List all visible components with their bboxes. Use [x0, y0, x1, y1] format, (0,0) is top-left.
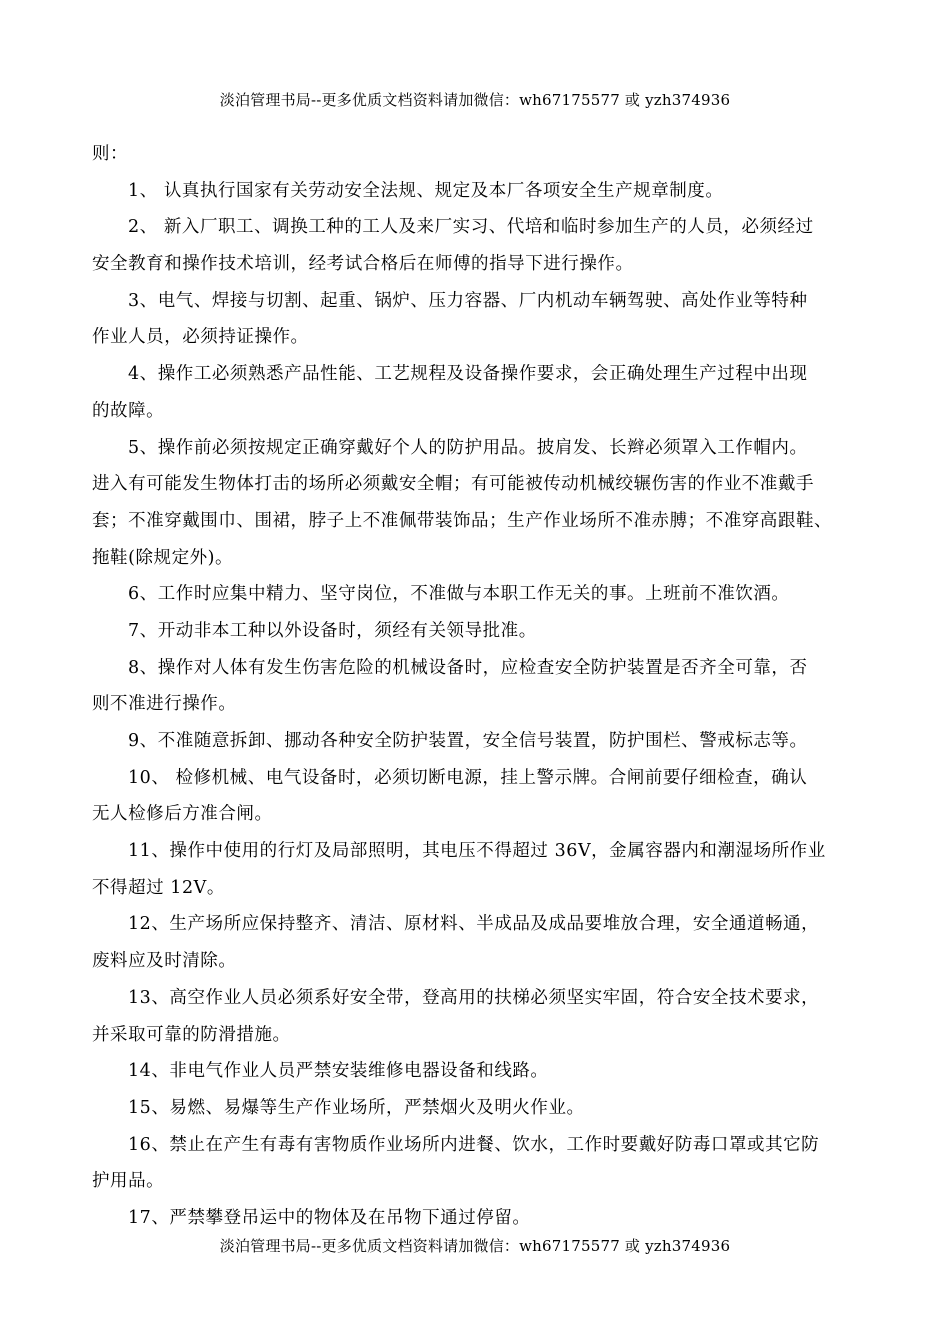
- rule-item-8: 8、操作对人体有发生伤害危险的机械设备时，应检查安全防护装置是否齐全可靠，否: [128, 657, 808, 678]
- text-line: 则：: [92, 144, 129, 164]
- rule-item-13: 13、高空作业人员必须系好安全带，登高用的扶梯必须坚实牢固，符合安全技术要求，: [128, 987, 820, 1008]
- rule-item-16: 16、禁止在产生有毒有害物质作业场所内进餐、饮水，工作时要戴好防毒口罩或其它防: [128, 1134, 820, 1155]
- rule-item-6: 6、工作时应集中精力、坚守岗位，不准做与本职工作无关的事。上班前不准饮酒。: [128, 584, 790, 605]
- rule-item-17: 17、严禁攀登吊运中的物体及在吊物下通过停留。: [128, 1207, 531, 1228]
- text-line: 套；不准穿戴围巾、围裙，脖子上不准佩带装饰品；生产作业场所不准赤膊；不准穿高跟鞋、: [92, 510, 833, 531]
- text-line: 护用品。: [92, 1171, 165, 1192]
- rule-item-12: 12、生产场所应保持整齐、清洁、原材料、半成品及成品要堆放合理，安全通道畅通，: [128, 914, 820, 935]
- text-line: 安全教育和操作技术培训，经考试合格后在师傅的指导下进行操作。: [92, 254, 634, 275]
- text-line: 作业人员，必须持证操作。: [92, 327, 309, 348]
- text-line: 不得超过 12V。: [92, 877, 225, 898]
- text-line: 无人检修后方准合闸。: [92, 804, 273, 825]
- text-line: 拖鞋(除规定外)。: [92, 547, 234, 568]
- text-line: 并采取可靠的防滑措施。: [92, 1024, 291, 1045]
- page-header: 淡泊管理书局--更多优质文档资料请加微信：wh67175577 或 yzh374936: [219, 91, 731, 109]
- page-footer: 淡泊管理书局--更多优质文档资料请加微信：wh67175577 或 yzh374936: [219, 1237, 731, 1255]
- rule-item-11: 11、操作中使用的行灯及局部照明，其电压不得超过 36V，金属容器内和潮湿场所作业: [128, 841, 826, 862]
- text-line: 的故障。: [92, 400, 165, 421]
- text-line: 废料应及时清除。: [92, 951, 237, 972]
- text-line: 进入有可能发生物体打击的场所必须戴安全帽；有可能被传动机械绞辗伤害的作业不准戴手: [92, 474, 814, 495]
- document-body: [92, 136, 868, 1237]
- rule-item-15: 15、易燃、易爆等生产作业场所，严禁烟火及明火作业。: [128, 1097, 585, 1118]
- rule-item-4: 4、操作工必须熟悉产品性能、工艺规程及设备操作要求，会正确处理生产过程中出现: [128, 364, 808, 385]
- text-line: 则不准进行操作。: [92, 694, 237, 715]
- rule-item-9: 9、不准随意拆卸、挪动各种安全防护装置，安全信号装置，防护围栏、警戒标志等。: [128, 731, 808, 751]
- rule-item-7: 7、开动非本工种以外设备时，须经有关领导批准。: [128, 620, 537, 641]
- rule-item-5: 5、操作前必须按规定正确穿戴好个人的防护用品。披肩发、长辫必须罩入工作帽内。: [128, 437, 808, 458]
- rule-item-14: 14、非电气作业人员严禁安装维修电器设备和线路。: [128, 1061, 549, 1082]
- rule-item-10: 10、 检修机械、电气设备时，必须切断电源，挂上警示牌。合闸前要仔细检查，确认: [128, 767, 808, 788]
- rule-item-3: 3、电气、焊接与切割、起重、锅炉、压力容器、厂内机动车辆驾驶、高处作业等特种: [128, 290, 808, 311]
- rule-item-1: 1、 认真执行国家有关劳动安全法规、规定及本厂各项安全生产规章制度。: [128, 180, 724, 201]
- rule-item-2: 2、 新入厂职工、调换工种的工人及来厂实习、代培和临时参加生产的人员，必须经过: [128, 217, 814, 238]
